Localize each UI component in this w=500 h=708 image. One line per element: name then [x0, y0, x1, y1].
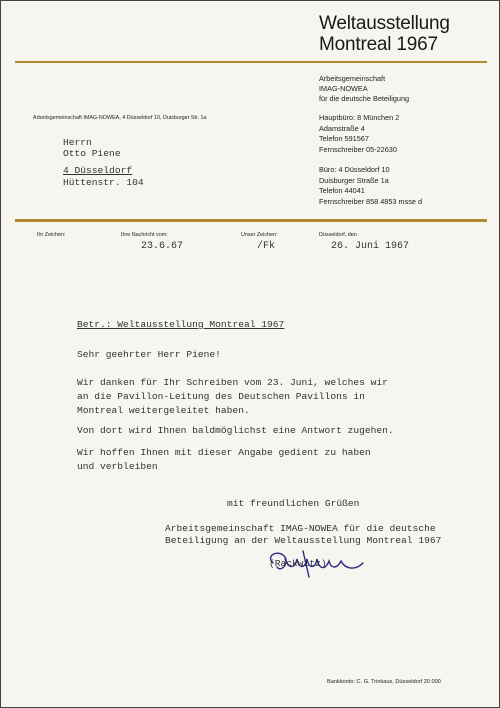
sig-org-line: Arbeitsgemeinschaft IMAG-NOWEA für die deutsche [165, 523, 436, 534]
org-line: für die deutsche Beteiligung [319, 94, 410, 103]
ihre-nachricht-value: 23.6.67 [141, 241, 184, 252]
subject-line: Betr.: Weltausstellung Montreal 1967 [77, 319, 285, 330]
ihre-nachricht-label: Ihre Nachricht vom: [121, 232, 168, 238]
salutation: Sehr geehrter Herr Piene! [77, 349, 221, 360]
org-line: IMAG-NOWEA [319, 84, 368, 93]
recipient-line: 4 Düsseldorf [63, 165, 133, 177]
hq-line: Hauptbüro: 8 München 2 [319, 113, 400, 122]
recipient-line: Hüttenstr. 104 [63, 176, 144, 188]
date-label: Düsseldorf, den [319, 232, 357, 238]
letterhead-title [319, 13, 450, 55]
reference-rule [15, 219, 487, 222]
office-addresses [319, 113, 422, 207]
hq-line: Adamstraße 4 [319, 123, 365, 133]
sig-org-line: Beteiligung an der Weltausstellung Montreal 1967 [165, 535, 442, 546]
paragraph-line: Montreal weitergeleitet haben. [77, 405, 250, 416]
top-rule [15, 61, 487, 63]
date-value: 26. Juni 1967 [331, 241, 410, 252]
sender-return-line: Arbeitsgemeinschaft IMAG-NOWEA, 4 Düsseldorf 10, Duisburger Str. 1a [33, 115, 207, 121]
office-line: Büro: 4 Düsseldorf 10 [319, 165, 390, 174]
unser-zeichen-label: Unser Zeichen: [241, 232, 278, 238]
paragraph-2 [77, 424, 394, 438]
office-line: Duisburger Straße 1a [319, 175, 389, 185]
org-line: Arbeitsgemeinschaft [319, 74, 386, 83]
hq-line: Telefon 591567 [319, 134, 369, 143]
organization-block [319, 74, 409, 104]
unser-zeichen-value: /Fk [257, 241, 276, 252]
ihr-zeichen-label: Ihr Zeichen: [37, 232, 66, 238]
closing: mit freundlichen Grüßen [227, 498, 360, 509]
hq-line: Fernschreiber 05-22630 [319, 144, 397, 154]
spacer [319, 155, 422, 165]
paragraph-3 [77, 446, 371, 474]
recipient-line: Herrn [63, 137, 92, 148]
bank-footer: Bankkonto: C. G. Trinkaus, Düsseldorf 20 000 [327, 679, 441, 685]
letterhead-title-line2: Montreal 1967 [319, 34, 438, 55]
recipient-address [63, 137, 144, 188]
letterhead-title-line1: Weltausstellung [319, 13, 450, 34]
office-line: Telefon 44041 [319, 186, 365, 195]
signer-name: (Rackwitz) [269, 558, 327, 569]
paragraph-line: Wir hoffen Ihnen mit dieser Angabe gedient zu haben [77, 447, 371, 458]
office-line: Fernschreiber 858 4853 msse d [319, 196, 423, 206]
paragraph-line: an die Pavillon-Leitung des Deutschen Pavillons in [77, 391, 365, 402]
paragraph-line: Wir danken für Ihr Schreiben vom 23. Juni, welches wir [77, 377, 388, 388]
recipient-line: Otto Piene [63, 148, 121, 160]
paragraph-line: Von dort wird Ihnen baldmöglichst eine Antwort zugehen. [77, 425, 394, 436]
paragraph-line: und verbleiben [77, 461, 158, 472]
paragraph-1 [77, 376, 388, 418]
